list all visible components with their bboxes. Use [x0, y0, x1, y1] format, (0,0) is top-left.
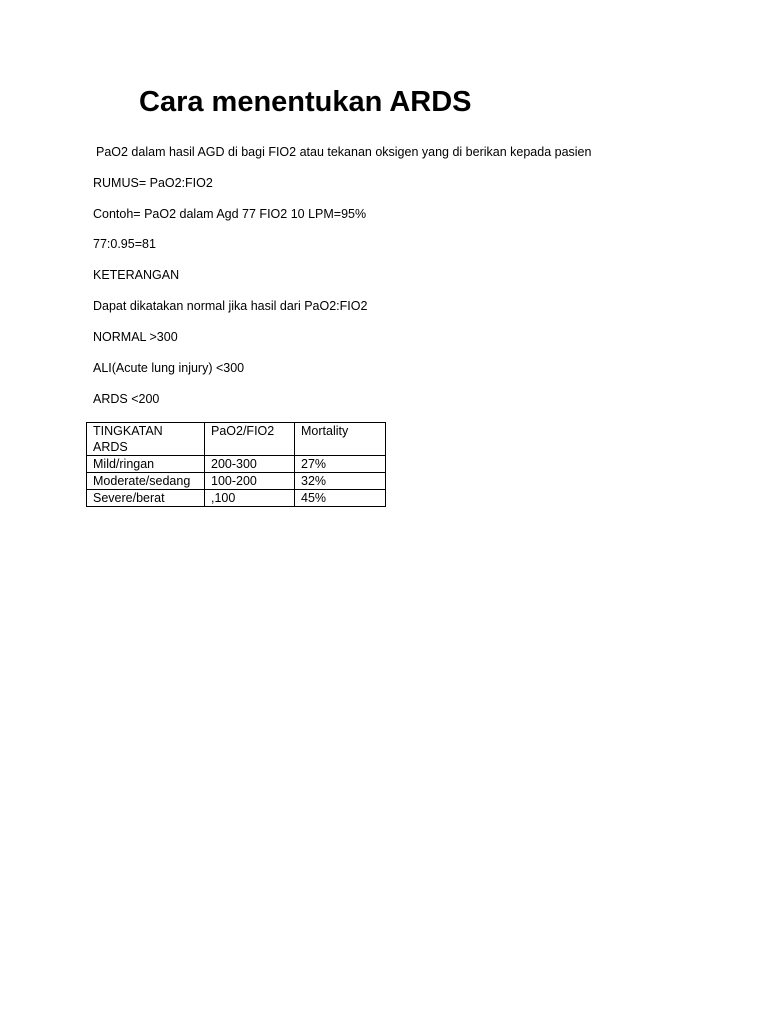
ali-threshold: ALI(Acute lung injury) <300: [93, 361, 245, 375]
ards-severity-table: [86, 422, 386, 507]
table-cell: 45%: [295, 490, 386, 507]
intro-text: PaO2 dalam hasil AGD di bagi FIO2 atau tekanan oksigen yang di berikan kepada pasien: [96, 145, 592, 159]
table-cell: ,100: [205, 490, 295, 507]
table-cell-text: Moderate/sedang: [93, 474, 191, 488]
table-cell: Severe/berat: [87, 490, 205, 507]
table-header-cell: Mortality: [295, 423, 386, 456]
table-row: [87, 456, 386, 473]
notes-text: Dapat dikatakan normal jika hasil dari PaO2:FIO2: [93, 299, 368, 313]
table-cell: [87, 473, 205, 490]
table-row: [87, 473, 386, 490]
formula-line: RUMUS= PaO2:FIO2: [93, 176, 213, 190]
table-cell: Mild/ringan: [87, 456, 205, 473]
table-row: [87, 490, 386, 507]
table-header-row: [87, 423, 386, 456]
example-line: Contoh= PaO2 dalam Agd 77 FIO2 10 LPM=95%: [93, 207, 367, 221]
document-title: Cara menentukan ARDS: [139, 86, 472, 118]
calculation-line: 77:0.95=81: [93, 237, 156, 251]
notes-heading: KETERANGAN: [93, 268, 180, 282]
ards-threshold: ARDS <200: [93, 392, 160, 406]
table-cell: 200-300: [205, 456, 295, 473]
table-header-cell: PaO2/FIO2: [205, 423, 295, 456]
table-cell: 27%: [295, 456, 386, 473]
normal-threshold: NORMAL >300: [93, 330, 178, 344]
table-header-cell: TINGKATAN ARDS: [87, 423, 205, 456]
table-cell: 32%: [295, 473, 386, 490]
table-cell: 100-200: [205, 473, 295, 490]
